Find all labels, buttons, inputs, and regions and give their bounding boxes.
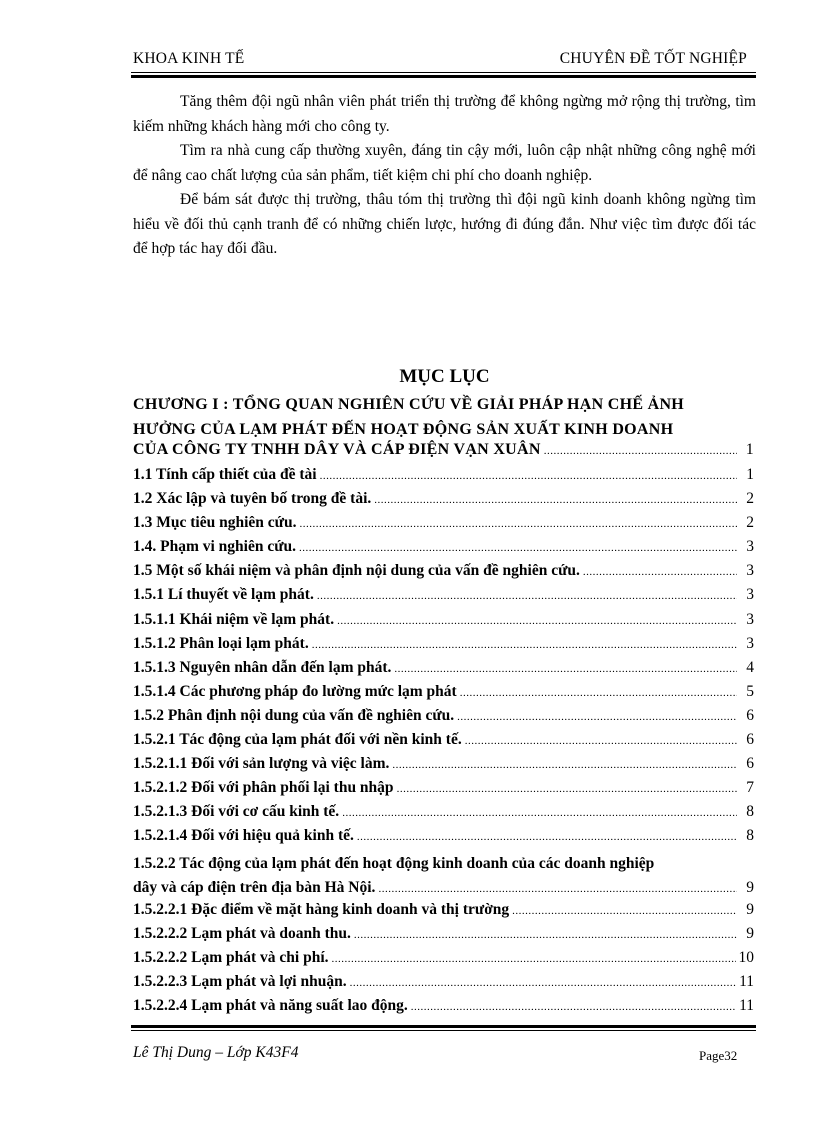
toc-entry-text: 1.5.2.2.2 Lạm phát và chi phí. [133, 948, 329, 966]
dot-leader [583, 566, 737, 578]
toc-entry-text: 1.1 Tính cấp thiết của đề tài [133, 466, 317, 483]
toc-entry[interactable] [133, 997, 756, 1021]
toc-chapter-heading [133, 393, 756, 442]
dot-leader [320, 470, 737, 482]
toc-entry[interactable] [133, 635, 756, 659]
chapter-line-3: CỦA CÔNG TY TNHH DÂY VÀ CÁP ĐIỆN VẠN XUÂN [133, 441, 541, 458]
dot-leader [317, 590, 737, 602]
footer-page-number: Page32 [699, 1048, 738, 1063]
toc-entry-text: 1.5.2.1 Tác động của lạm phát đối với nền kinh tế. [133, 731, 462, 749]
toc-page-number: 3 [746, 562, 754, 580]
toc-page-number: 8 [746, 803, 754, 821]
toc-entry-text: 1.5.1 Lí thuyết về lạm phát. [133, 586, 314, 604]
dot-leader [332, 953, 736, 965]
paragraph-1: Tăng thêm đội ngũ nhân viên phát triển thị trường để không ngừng mở rộng thị trường, tìm kiếm những khách hàng mới cho công ty. [133, 93, 756, 135]
dot-leader [544, 445, 737, 457]
toc-entry[interactable] [133, 803, 756, 827]
dot-leader [357, 831, 737, 843]
toc-entry-text: 1.5.2.2.4 Lạm phát và năng suất lao động. [133, 996, 408, 1014]
toc-entry-text: 1.5.2.2.1 Đặc điểm về mặt hàng kinh doanh và thị trường [133, 900, 510, 918]
toc-entry[interactable] [133, 925, 756, 949]
dot-leader [337, 615, 737, 627]
toc-entry[interactable] [133, 949, 756, 973]
toc-page-number: 9 [746, 924, 754, 942]
dot-leader [299, 518, 737, 530]
toc-entry[interactable] [133, 562, 756, 586]
dot-leader [378, 877, 737, 901]
header-rule-thick [131, 75, 756, 78]
toc-page-number: 4 [746, 658, 754, 676]
toc-entry[interactable] [133, 538, 756, 562]
dot-leader [397, 783, 737, 795]
toc-page-number: 1 [746, 466, 754, 483]
paragraph-2: Tìm ra nhà cung cấp thường xuyên, đáng tin cậy mới, luôn cập nhật những công nghệ mới để nâng cao chất lượng của sản phẩm, tiết kiệm chi phí cho doanh nghiệp. [133, 142, 756, 184]
header-thesis-title: CHUYÊN ĐỀ TỐT NGHIỆP [559, 50, 747, 67]
toc-entry[interactable] [133, 755, 756, 779]
toc-page-number: 6 [746, 706, 754, 724]
dot-leader [460, 687, 737, 699]
dot-leader [392, 759, 737, 771]
dot-leader [342, 807, 737, 819]
toc-page-number: 2 [746, 514, 754, 532]
toc-page-number: 9 [746, 878, 754, 896]
toc-entry-text: 1.5.2.2.2 Lạm phát và doanh thu. [133, 924, 351, 942]
toc-entry[interactable] [133, 973, 756, 997]
footer-rule-thin [131, 1030, 756, 1031]
dot-leader [374, 494, 737, 506]
dot-leader [465, 735, 737, 747]
dot-leader [394, 663, 737, 675]
toc-page-number: 8 [746, 827, 754, 845]
footer-author: Lê Thị Dung – Lớp K43F4 [133, 1044, 299, 1061]
paragraph-3: Để bám sát được thị trường, thâu tóm thị trường thì đội ngũ kinh doanh không ngừng tìm hiểu về đối thủ cạnh tranh để có những chiến lược, hướng đi đúng đắn. Như việc tìm được đối tác để hợp tác hay đối đầu. [133, 191, 756, 257]
toc-entry-wrapped[interactable] [133, 852, 756, 901]
toc-page-number: 9 [746, 900, 754, 918]
dot-leader [299, 542, 737, 554]
toc-entry[interactable] [133, 586, 756, 610]
toc-page-number: 1 [745, 441, 754, 458]
toc-entry-text: 1.5.2.1.2 Đối với phân phối lại thu nhập [133, 779, 394, 797]
toc-entry[interactable] [133, 901, 756, 925]
toc-entry-text-line1: 1.5.2.2 Tác động của lạm phát đến hoạt động kinh doanh của các doanh nghiệp [133, 854, 655, 872]
header-rule-thin [131, 72, 756, 73]
toc-page-number: 6 [746, 731, 754, 749]
toc-entry[interactable] [133, 514, 756, 538]
toc-entry-text: 1.5.2 Phân định nội dung của vấn đề nghiên cứu. [133, 706, 455, 724]
toc-entry[interactable] [133, 490, 756, 514]
toc-page-number: 11 [739, 972, 754, 990]
toc-page-number: 6 [746, 755, 754, 773]
header-faculty: KHOA KINH TẾ [133, 50, 245, 67]
toc-entry-text: 1.3 Mục tiêu nghiên cứu. [133, 514, 297, 532]
page-header [133, 46, 755, 70]
toc-entry-text: 1.5.2.1.3 Đối với cơ cấu kinh tế. [133, 803, 340, 821]
toc-entry[interactable] [133, 611, 756, 635]
chapter-line-1: CHƯƠNG I : TỔNG QUAN NGHIÊN CỨU VỀ GIẢI PHÁP HẠN CHẾ ẢNH [133, 396, 685, 413]
toc-entry[interactable] [133, 731, 756, 755]
dot-leader [512, 905, 737, 917]
toc-entry-text: 1.5.1.4 Các phương pháp đo lường mức lạm phát [133, 682, 457, 700]
toc-page-number: 5 [746, 682, 754, 700]
toc-entry[interactable] [133, 707, 756, 731]
toc-entry-text: 1.4. Phạm vi nghiên cứu. [133, 538, 297, 556]
toc-entry-text: 1.5.2.1.1 Đối với sản lượng và việc làm. [133, 755, 390, 773]
toc-list [133, 466, 756, 1021]
toc-entry[interactable] [133, 683, 756, 707]
toc-entry[interactable] [133, 779, 756, 803]
dot-leader [457, 711, 737, 723]
toc-page-number: 10 [738, 948, 754, 966]
toc-page-number: 3 [746, 634, 754, 652]
toc-entry[interactable] [133, 827, 756, 851]
chapter-line-2: HƯỞNG CỦA LẠM PHÁT ĐẾN HOẠT ĐỘNG SẢN XUẤT KINH DOANH [133, 420, 674, 438]
toc-page-number: 7 [746, 779, 754, 797]
dot-leader [411, 1001, 736, 1013]
dot-leader [354, 929, 737, 941]
toc-entry-text-line2: dây và cáp điện trên địa bàn Hà Nội. [133, 878, 376, 896]
toc-page-number: 2 [746, 490, 754, 508]
toc-entry-text: 1.2 Xác lập và tuyên bố trong đề tài. [133, 490, 372, 508]
dot-leader [312, 639, 737, 651]
toc-page-number: 3 [746, 586, 754, 604]
toc-entry[interactable] [133, 466, 756, 490]
toc-title: MỤC LỤC [399, 366, 490, 387]
toc-entry-text: 1.5.1.3 Nguyên nhân dẫn đến lạm phát. [133, 658, 392, 676]
toc-entry[interactable] [133, 659, 756, 683]
toc-entry-text: 1.5 Một số khái niệm và phân định nội dung của vấn đề nghiên cứu. [133, 562, 580, 580]
toc-entry-text: 1.5.1.2 Phân loại lạm phát. [133, 634, 309, 652]
toc-page-number: 11 [739, 996, 754, 1014]
toc-page-number: 3 [746, 538, 754, 556]
toc-entry-text: 1.5.2.2.3 Lạm phát và lợi nhuận. [133, 972, 347, 990]
toc-entry-text: 1.5.1.1 Khái niệm về lạm phát. [133, 610, 335, 628]
dot-leader [350, 977, 736, 989]
footer-rule-thick [131, 1025, 756, 1028]
toc-entry-text: 1.5.2.1.4 Đối với hiệu quả kinh tế. [133, 827, 354, 845]
toc-chapter-entry[interactable] [133, 441, 756, 465]
toc-page-number: 3 [746, 610, 754, 628]
